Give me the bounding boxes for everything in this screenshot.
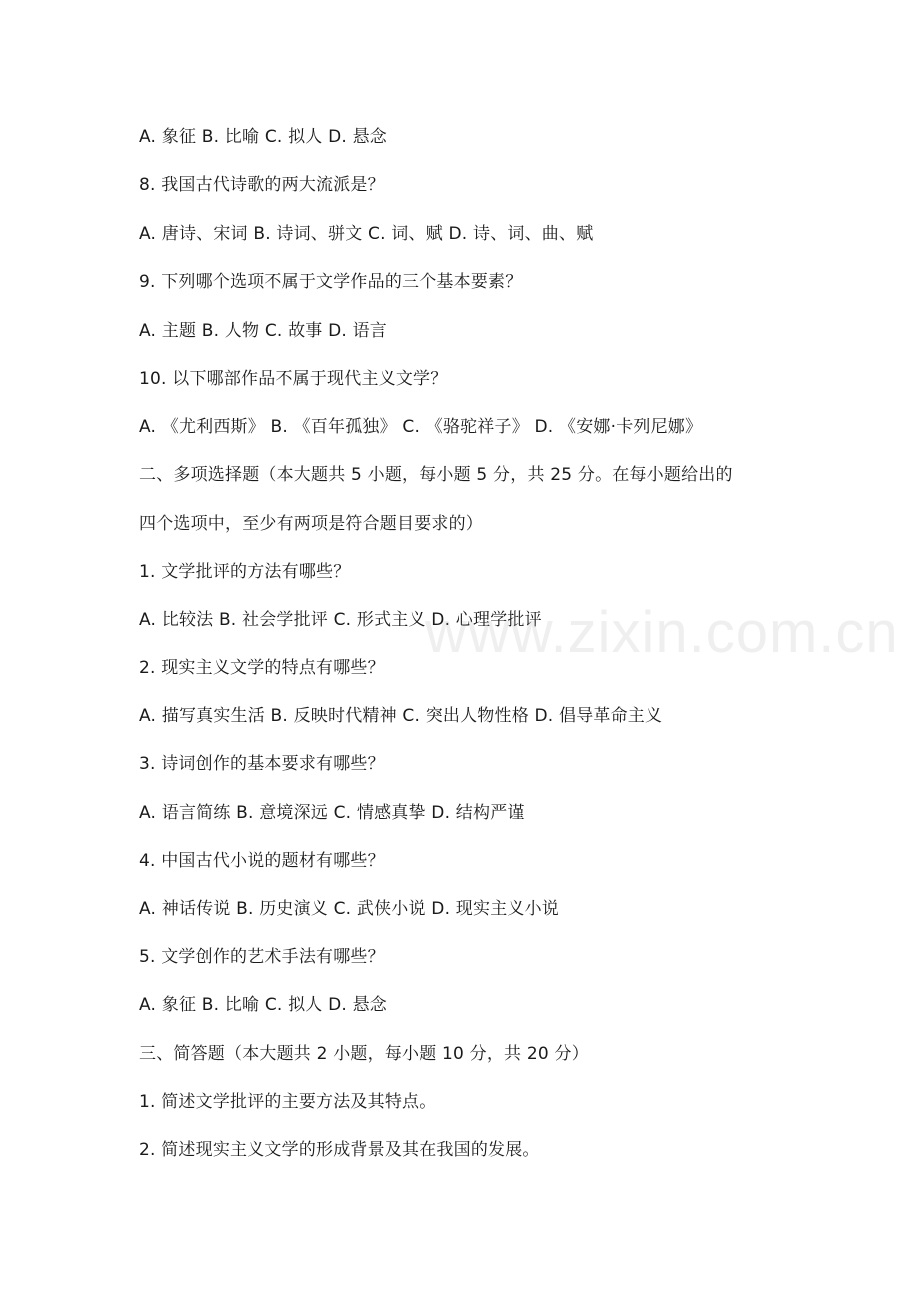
question-line: 4. 中国古代小说的题材有哪些？ bbox=[139, 851, 385, 871]
question-line: 1. 文学批评的方法有哪些？ bbox=[139, 562, 351, 582]
options-line: A. 主题 B. 人物 C. 故事 D. 语言 bbox=[139, 321, 387, 341]
watermark: www.zixin.com.cn bbox=[425, 600, 899, 665]
options-line: A. 象征 B. 比喻 C. 拟人 D. 悬念 bbox=[139, 995, 387, 1015]
question-line: 2. 现实主义文学的特点有哪些？ bbox=[139, 658, 385, 678]
options-line: A. 比较法 B. 社会学批评 C. 形式主义 D. 心理学批评 bbox=[139, 610, 542, 630]
section-heading: 二、多项选择题（本大题共 5 小题，每小题 5 分，共 25 分。在每小题给出的 bbox=[139, 465, 733, 485]
options-line: A. 唐诗、宋词 B. 诗词、骈文 C. 词、赋 D. 诗、词、曲、赋 bbox=[139, 224, 594, 244]
options-line: A. 神话传说 B. 历史演义 C. 武侠小说 D. 现实主义小说 bbox=[139, 899, 559, 919]
options-line: A. 象征 B. 比喻 C. 拟人 D. 悬念 bbox=[139, 127, 387, 147]
question-line: 8. 我国古代诗歌的两大流派是？ bbox=[139, 175, 385, 195]
question-line: 2. 简述现实主义文学的形成背景及其在我国的发展。 bbox=[139, 1140, 540, 1160]
section-heading: 三、简答题（本大题共 2 小题，每小题 10 分，共 20 分） bbox=[139, 1044, 589, 1064]
options-line: A. 《尤利西斯》 B. 《百年孤独》 C. 《骆驼祥子》 D. 《安娜·卡列尼娜》 bbox=[139, 417, 703, 437]
question-line: 3. 诗词创作的基本要求有哪些？ bbox=[139, 754, 385, 774]
options-line: A. 语言简练 B. 意境深远 C. 情感真挚 D. 结构严谨 bbox=[139, 803, 525, 823]
question-line: 1. 简述文学批评的主要方法及其特点。 bbox=[139, 1092, 437, 1112]
question-line: 9. 下列哪个选项不属于文学作品的三个基本要素？ bbox=[139, 272, 523, 292]
options-line: A. 描写真实生活 B. 反映时代精神 C. 突出人物性格 D. 倡导革命主义 bbox=[139, 706, 663, 726]
question-line: 10. 以下哪部作品不属于现代主义文学？ bbox=[139, 369, 448, 389]
question-line: 5. 文学创作的艺术手法有哪些？ bbox=[139, 947, 385, 967]
section-heading-continued: 四个选项中，至少有两项是符合题目要求的） bbox=[139, 514, 483, 534]
